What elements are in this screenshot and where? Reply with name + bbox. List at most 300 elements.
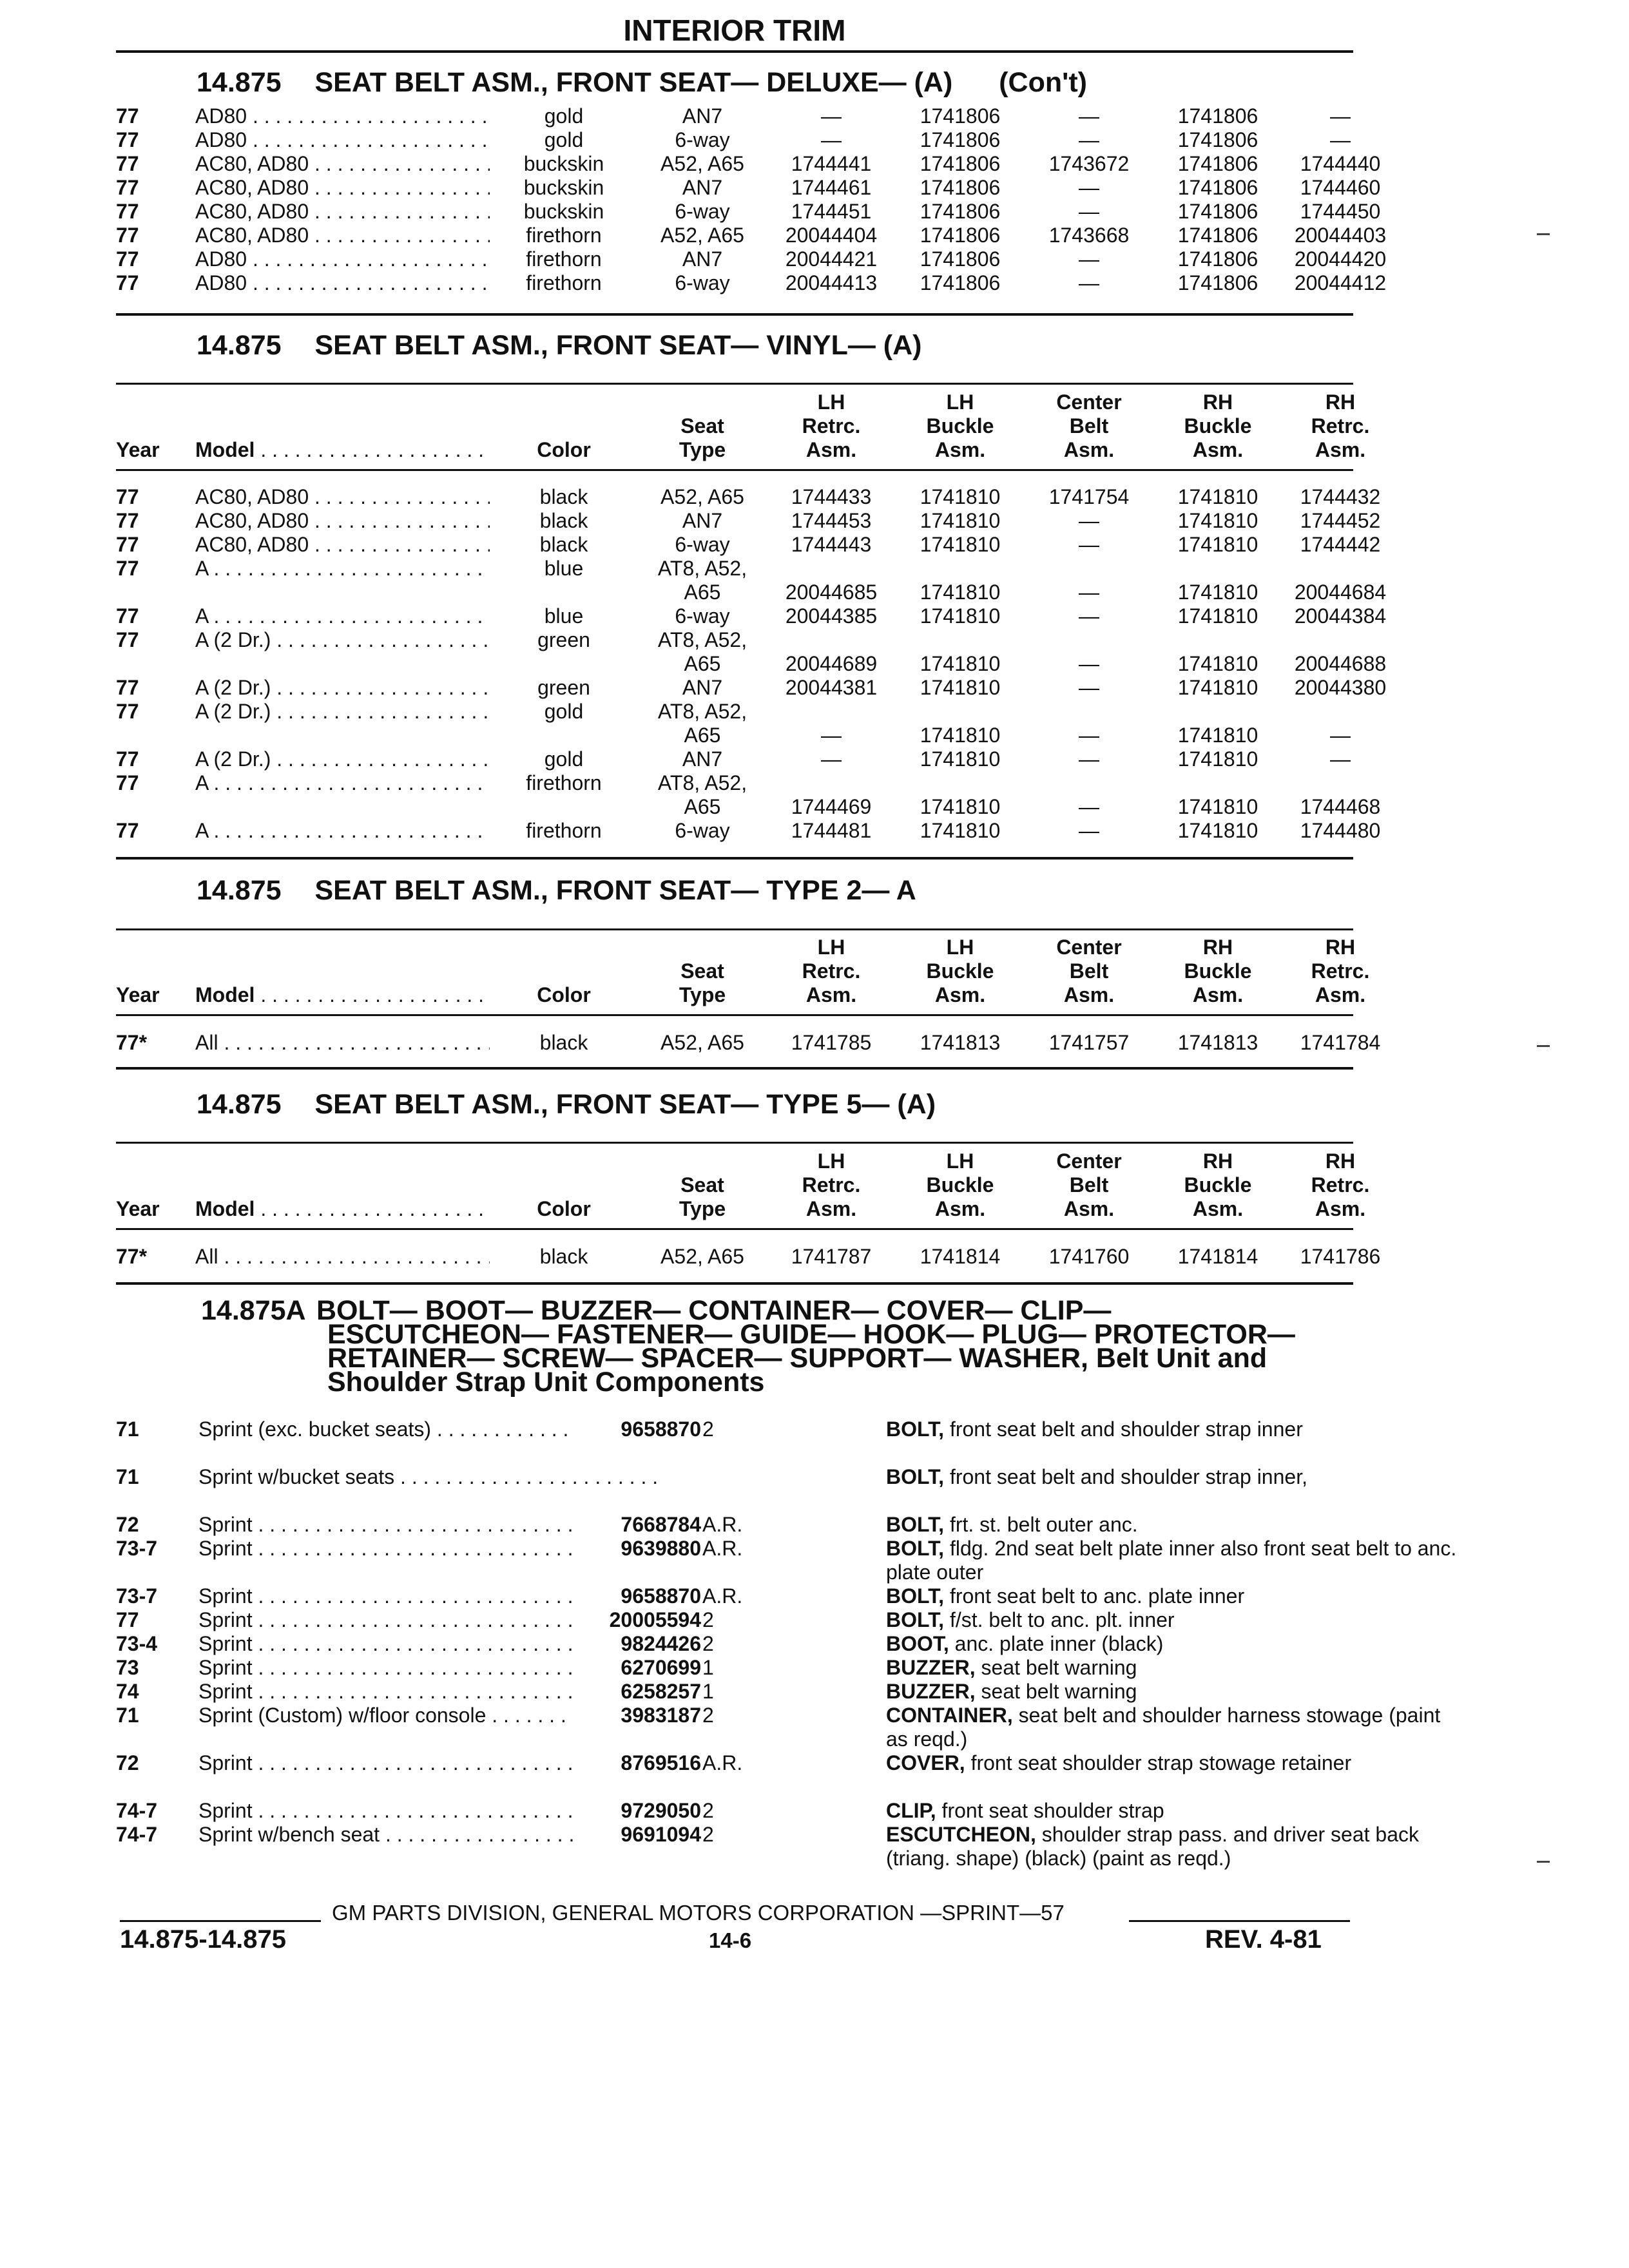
part-number: 9658870 [574,1418,701,1441]
margin-mark [1537,1045,1550,1047]
table-row [116,1245,1381,1269]
column-header-d: Asm. [1192,983,1244,1006]
rh-retractor-cell: — [1330,104,1351,128]
column-header-e: Asm. [1315,983,1366,1006]
part-name: BOLT, [886,1418,945,1441]
table-row [116,604,1387,628]
parts-list-item [116,1584,1353,1608]
model-cell: AD80 . . . [195,128,586,152]
year-cell: 77* [116,1245,148,1268]
lh-buckle-cell: 1741806 [920,247,1001,271]
table-row [116,581,1387,604]
lh-buckle-cell: 1741810 [920,819,1001,842]
column-header-d: Asm. [1192,1197,1244,1220]
center-belt-cell: — [1079,509,1099,532]
illustration-code: 73-4 [116,1632,158,1655]
center-belt-cell: — [1079,724,1099,747]
column-header-b: Buckle [926,414,994,437]
lh-buckle-cell: 1741810 [920,485,1001,508]
column-header-d: Asm. [1192,438,1244,461]
illustration-code: 71 [116,1418,139,1441]
section-number: 14.875 [197,67,282,98]
part-name: COVER, [886,1751,965,1774]
components-list [116,1418,1457,1894]
model-description: Sprint . . . [198,1656,664,1680]
lh-retractor-cell: 1744443 [791,533,872,556]
color-cell: firethorn [490,247,638,271]
color-cell: firethorn [490,819,638,843]
illustration-code: 71 [116,1465,139,1488]
column-header-e: Retrc. [1311,959,1370,983]
rh-buckle-cell: 1741806 [1177,176,1258,199]
column-header-rule [116,1014,1353,1016]
part-name: BOOT, [886,1632,949,1655]
footer-corporation: GM PARTS DIVISION, GENERAL MOTORS CORPORATION —SPRINT—57 [332,1901,1065,1925]
column-header-a: LH [817,936,845,959]
column-header-e: Retrc. [1311,1173,1370,1196]
seat-type-cell: A65 [684,724,721,747]
part-number: 9658870 [574,1584,701,1608]
model-cell: AD80 . . . [195,271,586,295]
seat-type-cell: 6-way [675,819,730,842]
center-belt-cell: — [1079,819,1099,842]
rh-retractor-cell: 20044403 [1294,224,1387,247]
model-cell: A . . . [195,604,586,628]
seat-type-cell: AN7 [682,247,723,271]
column-header-line [116,438,1366,462]
part-number: 9639880 [574,1537,701,1561]
column-header-rule [116,1228,1353,1230]
center-belt-cell: — [1079,176,1099,199]
color-cell: black [490,533,638,557]
lh-retractor-cell: 1744461 [791,176,872,199]
rh-retractor-cell: 1744480 [1300,819,1381,842]
column-header-model: Model . . . [195,983,586,1007]
rh-retractor-cell: 1741784 [1300,1031,1381,1054]
part-name: BOLT, [886,1513,945,1536]
part-name: BOLT, [886,1537,945,1560]
seat-type-cell: 6-way [675,200,730,223]
rh-retractor-cell: 1741786 [1300,1245,1381,1268]
lh-retractor-cell: — [821,747,842,771]
model-description: Sprint . . . [198,1680,664,1704]
model-description: Sprint w/bucket seats . . . [198,1465,664,1489]
lh-buckle-cell: 1741810 [920,581,1001,604]
seat-type-cell: A52, A65 [660,224,744,247]
column-header-model: Model . . . [195,438,586,462]
quantity: 2 [702,1632,714,1655]
table-top-rule [116,383,1353,385]
column-header-c: Belt [1069,414,1109,437]
part-description [886,1513,1466,1537]
quantity: 2 [702,1823,714,1846]
part-detail: front seat belt and shoulder strap inner [949,1418,1303,1441]
column-header-seat: Type [679,1197,726,1220]
rh-buckle-cell: 1741806 [1177,200,1258,223]
quantity: 2 [702,1608,714,1631]
model-description: Sprint . . . [198,1751,664,1775]
seat-type-cell: 6-way [675,533,730,556]
rh-buckle-cell: 1741810 [1177,509,1258,532]
part-name: CONTAINER, [886,1704,1013,1727]
seat-type-cell: A52, A65 [660,1245,744,1268]
quantity: 1 [702,1680,714,1703]
lh-buckle-cell: 1741810 [920,509,1001,532]
parts-list-item [116,1823,1419,1894]
section-title-text: SEAT BELT ASM., FRONT SEAT— DELUXE— (A) [314,67,953,98]
section-vinyl-title [197,330,921,361]
seat-type-cell: 6-way [675,604,730,628]
lh-retractor-cell: 1744453 [791,509,872,532]
model-cell: AC80, AD80 . . . [195,224,586,247]
rh-retractor-cell: — [1330,724,1351,747]
page-header: INTERIOR TRIM [623,14,846,47]
part-number: 20005594 [574,1608,701,1632]
seat-type-cell: AN7 [682,104,723,128]
part-number: 8769516 [574,1751,701,1775]
rh-buckle-cell: 1741810 [1177,819,1258,842]
lh-retractor-cell: 1744433 [791,485,872,508]
column-header-d: RH [1202,390,1233,414]
rh-buckle-cell: 1741806 [1177,224,1258,247]
rh-buckle-cell: 1741810 [1177,795,1258,818]
seat-type-cell: AN7 [682,176,723,199]
year-cell: 77 [116,176,139,199]
column-header-rule [116,469,1353,471]
center-belt-cell: — [1079,676,1099,699]
color-cell: firethorn [490,224,638,247]
rh-retractor-cell: 1744440 [1300,152,1381,175]
rh-retractor-cell: 1744460 [1300,176,1381,199]
seat-type-cell: AN7 [682,676,723,699]
year-cell: 77 [116,676,139,699]
model-description: Sprint . . . [198,1584,664,1608]
quantity: 2 [702,1799,714,1822]
footer-page-number: 14-6 [709,1928,752,1952]
table-row [116,1031,1381,1055]
column-header-b: Asm. [934,438,986,461]
part-detail: seat belt warning [981,1656,1137,1679]
model-cell: A (2 Dr.) . . . [195,747,586,771]
column-header [116,936,1370,1007]
column-header-line [116,936,1356,959]
lh-retractor-cell: — [821,104,842,128]
part-name: CLIP, [886,1799,936,1822]
continued-label: (Con't) [999,67,1087,98]
table-row [116,152,1381,176]
lh-buckle-cell: 1741806 [920,224,1001,247]
title-line: Shoulder Strap Unit Components [327,1367,765,1398]
rh-retractor-cell: 20044420 [1294,247,1387,271]
lh-buckle-cell: 1741810 [920,676,1001,699]
table-row [116,771,1353,795]
part-number: 7668784 [574,1513,701,1537]
quantity: A.R. [702,1751,743,1774]
lh-retractor-cell: 1741785 [791,1031,872,1054]
part-name: ESCUTCHEON, [886,1823,1036,1846]
center-belt-cell: — [1079,271,1099,294]
column-header-b: LH [946,936,974,959]
table-row [116,509,1381,533]
seat-type-cell: A65 [684,652,721,675]
column-header-line [116,1149,1356,1173]
seat-type-cell: A52, A65 [660,1031,744,1054]
rh-buckle-cell: 1741810 [1177,533,1258,556]
year-cell: 77 [116,247,139,271]
center-belt-cell: — [1079,200,1099,223]
column-header-a: Asm. [805,983,857,1006]
column-header-b: Asm. [934,983,986,1006]
model-description: Sprint w/bench seat . . . [198,1823,664,1847]
color-cell: blue [490,557,638,581]
column-header-year: Year [116,1197,160,1220]
column-header-color: Color [490,983,638,1007]
deluxe-table [116,104,1387,295]
color-cell: gold [490,747,638,771]
part-name: BOLT, [886,1584,945,1608]
year-cell: 77 [116,628,139,651]
model-description: Sprint . . . [198,1632,664,1656]
seat-type-cell: A52, A65 [660,485,744,508]
seat-type-cell: AN7 [682,509,723,532]
seat-type-cell: AT8, A52, [657,628,747,651]
year-cell: 77 [116,700,139,723]
column-header-a: Retrc. [802,414,861,437]
model-cell: AC80, AD80 . . . [195,533,586,557]
center-belt-cell: — [1079,533,1099,556]
model-cell: A (2 Dr.) . . . [195,628,586,652]
model-description: Sprint (exc. bucket seats) . . . [198,1418,664,1441]
rh-buckle-cell: 1741806 [1177,128,1258,151]
table-row [116,819,1381,843]
part-detail: f/st. belt to anc. plt. inner [949,1608,1175,1631]
section-title-text: SEAT BELT ASM., FRONT SEAT— TYPE 2— A [314,875,916,906]
lh-buckle-cell: 1741810 [920,724,1001,747]
column-header-c: Belt [1069,1173,1109,1196]
illustration-code: 72 [116,1751,139,1774]
lh-retractor-cell: 1744481 [791,819,872,842]
column-header-line [116,959,1370,983]
color-cell: blue [490,604,638,628]
section-deluxe-title [197,67,1087,99]
table-row [116,128,1353,152]
center-belt-cell: — [1079,104,1099,128]
column-header-line [116,983,1366,1007]
color-cell: gold [490,128,638,152]
part-name: BUZZER, [886,1656,976,1679]
lh-retractor-cell: 20044689 [785,652,878,675]
seat-type-cell: AT8, A52, [657,771,747,794]
quantity: A.R. [702,1537,743,1560]
color-cell: firethorn [490,771,638,795]
column-header-e: Retrc. [1311,414,1370,437]
lh-retractor-cell: 20044385 [785,604,878,628]
center-belt-cell: 1741760 [1048,1245,1130,1268]
center-belt-cell: — [1079,747,1099,771]
column-header-year: Year [116,438,160,461]
table-row [116,628,1353,652]
part-number: 9824426 [574,1632,701,1656]
rh-buckle-cell: 1741810 [1177,485,1258,508]
part-description [886,1537,1466,1584]
parts-list-item [116,1632,1353,1656]
part-number: 6258257 [574,1680,701,1704]
year-cell: 77 [116,152,139,175]
model-cell: A . . . [195,557,586,581]
rh-buckle-cell: 1741806 [1177,152,1258,175]
illustration-code: 74 [116,1680,139,1703]
part-detail: anc. plate inner (black) [954,1632,1164,1655]
part-description [886,1704,1466,1751]
rh-retractor-cell: — [1330,128,1351,151]
year-cell: 77 [116,604,139,628]
parts-list-item [116,1680,1353,1704]
part-detail: shoulder strap pass. and driver seat back (triang. shape) (black) (paint as reqd.) [886,1823,1419,1870]
column-header-seat: Seat [680,414,724,437]
year-cell: 77 [116,200,139,223]
year-cell: 77 [116,533,139,556]
part-description [886,1465,1466,1489]
quantity: 2 [702,1418,714,1441]
part-number: 3983187 [574,1704,701,1727]
section-number: 14.875 [197,875,282,906]
parts-list-item [116,1537,1457,1584]
lh-buckle-cell: 1741806 [920,152,1001,175]
lh-buckle-cell: 1741810 [920,747,1001,771]
lh-retractor-cell: 1744469 [791,795,872,818]
column-header-a: Retrc. [802,1173,861,1196]
year-cell: 77* [116,1031,148,1054]
part-detail: seat belt warning [981,1680,1137,1703]
seat-type-cell: A65 [684,795,721,818]
column-header-seat: Type [679,438,726,461]
year-cell: 77 [116,771,139,794]
illustration-code: 74-7 [116,1799,158,1822]
table-row [116,176,1381,200]
column-header-color: Color [490,438,638,462]
color-cell: buckskin [490,200,638,224]
column-header-color: Color [490,1197,638,1221]
column-header-e: RH [1325,390,1356,414]
model-cell: AC80, AD80 . . . [195,176,586,200]
rh-buckle-cell: 1741810 [1177,747,1258,771]
part-description [886,1799,1466,1823]
lh-retractor-cell: — [821,128,842,151]
column-header [116,390,1370,462]
table-row [116,200,1381,224]
seat-type-cell: AT8, A52, [657,557,747,580]
rh-retractor-cell: 1744468 [1300,795,1381,818]
model-cell: A (2 Dr.) . . . [195,700,586,724]
column-header-b: LH [946,1149,974,1173]
section-title-text: SEAT BELT ASM., FRONT SEAT— VINYL— (A) [314,330,922,361]
lh-buckle-cell: 1741810 [920,533,1001,556]
lh-buckle-cell: 1741806 [920,128,1001,151]
lh-buckle-cell: 1741810 [920,604,1001,628]
column-header-c: Center [1056,1149,1122,1173]
parts-list-item [116,1656,1353,1680]
column-header-b: Asm. [934,1197,986,1220]
color-cell: black [490,485,638,509]
illustration-code: 73-7 [116,1584,158,1608]
year-cell: 77 [116,224,139,247]
model-cell: AD80 . . . [195,104,586,128]
quantity: 1 [702,1656,714,1679]
model-cell: A . . . [195,771,586,795]
year-cell: 77 [116,557,139,580]
color-cell: black [490,1245,638,1269]
part-detail: front seat shoulder strap stowage retainer [970,1751,1352,1774]
quantity: 2 [702,1704,714,1727]
section-number: 14.875 [197,330,282,361]
column-header-seat: Seat [680,959,724,983]
column-header-a: Retrc. [802,959,861,983]
rh-retractor-cell: 1744450 [1300,200,1381,223]
table-row [116,271,1387,295]
part-description [886,1656,1466,1680]
year-cell: 77 [116,819,139,842]
lh-retractor-cell: 1741787 [791,1245,872,1268]
model-cell: AD80 . . . [195,247,586,271]
header-rule [116,50,1353,53]
table-row [116,700,1353,724]
rh-retractor-cell: 1744442 [1300,533,1381,556]
quantity: A.R. [702,1584,743,1608]
part-name: BOLT, [886,1465,945,1488]
table-row [116,795,1381,819]
parts-list-item [116,1751,1353,1799]
column-header-d: Buckle [1184,959,1252,983]
column-header-seat: Type [679,983,726,1006]
illustration-code: 74-7 [116,1823,158,1846]
parts-list-item [116,1799,1353,1823]
column-header-line [116,390,1356,414]
part-number: 9691094 [574,1823,701,1847]
seat-type-cell: 6-way [675,128,730,151]
model-cell: All . . . [195,1031,586,1055]
part-name: BOLT, [886,1608,945,1631]
rh-buckle-cell: 1741810 [1177,724,1258,747]
column-header-a: LH [817,1149,845,1173]
table-row [116,224,1387,247]
lh-buckle-cell: 1741810 [920,795,1001,818]
part-detail: front seat shoulder strap [941,1799,1164,1822]
model-description: Sprint (Custom) w/floor console . . . [198,1704,664,1727]
illustration-code: 77 [116,1608,139,1631]
lh-buckle-cell: 1741814 [920,1245,1001,1268]
color-cell: black [490,509,638,533]
table-row [116,676,1387,700]
lh-retractor-cell: 20044685 [785,581,878,604]
column-header-c: Asm. [1063,983,1115,1006]
column-header-d: Buckle [1184,1173,1252,1196]
column-header-line [116,1197,1366,1221]
vinyl-table [116,485,1387,843]
rh-retractor-cell: 20044380 [1294,676,1387,699]
year-cell: 77 [116,747,139,771]
center-belt-cell: — [1079,652,1099,675]
table-row [116,557,1353,581]
center-belt-cell: — [1079,247,1099,271]
column-header-year: Year [116,983,160,1006]
part-description [886,1608,1466,1632]
color-cell: gold [490,104,638,128]
illustration-code: 71 [116,1704,139,1727]
column-header-b: Buckle [926,1173,994,1196]
section-rule [116,1282,1353,1285]
part-description [886,1751,1466,1775]
seat-type-cell: 6-way [675,271,730,294]
